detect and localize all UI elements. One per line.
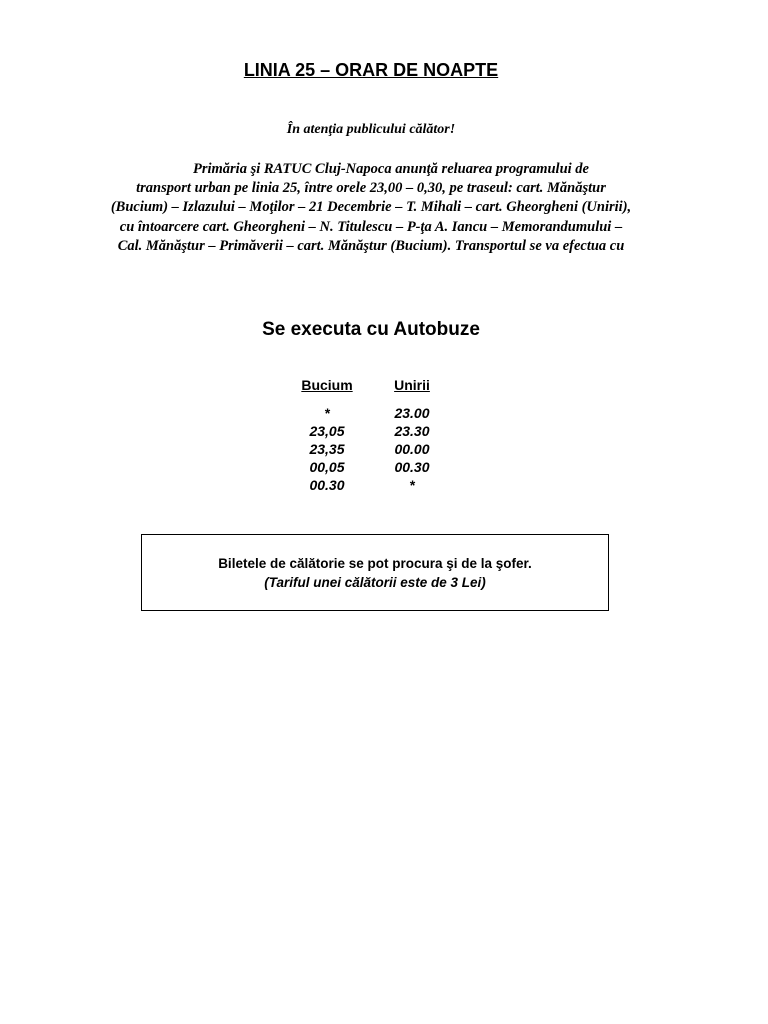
cell-unirii: 00.00 [394,441,430,457]
schedule-header-row [286,376,456,394]
announcement-line: Primăria şi RATUC Cluj-Napoca anunţă reluarea programului de [192,161,589,177]
table-row [286,440,456,458]
announcement-line: cu întoarcere cart. Gheorgheni – N. Titulescu – P-ţa A. Iancu – Memorandumului – [119,218,623,235]
column-header-bucium: Bucium [301,377,353,393]
table-row [286,404,456,422]
page-title: LINIA 25 – ORAR DE NOAPTE [243,60,499,80]
cell-bucium: 23,35 [309,441,345,457]
announcement-line: transport urban pe linia 25, între orele 23,00 – 0,30, pe traseul: cart. Mănăştur [136,180,606,197]
cell-bucium: * [324,405,330,421]
schedule-rows [286,404,456,494]
fare-info-text: (Tariful unei călătorii este de 3 Lei) [264,575,486,590]
attention-heading: În atenţia publicului călător! [286,122,456,137]
table-row [286,458,456,476]
cell-unirii: 23.30 [394,423,430,439]
service-subtitle: Se executa cu Autobuze [262,319,480,340]
cell-unirii: * [409,477,415,493]
announcement-paragraph [68,160,674,256]
cell-bucium: 00.30 [309,477,345,493]
ticket-info-text: Biletele de călătorie se pot procura şi de la şofer. [218,556,532,571]
table-row [286,476,456,494]
announcement-line: Cal. Mănăştur – Primăverii – cart. Mănăştur (Bucium). Transportul se va efectua cu [117,237,625,254]
ticket-info-box [141,534,609,611]
cell-unirii: 00.30 [394,459,430,475]
cell-bucium: 00,05 [309,459,345,475]
column-header-unirii: Unirii [394,377,430,393]
table-row [286,422,456,440]
schedule-table [286,376,456,494]
announcement-line: (Bucium) – Izlazului – Moţilor – 21 Decembrie – T. Mihali – cart. Gheorgheni (Unirii), [110,199,632,216]
cell-bucium: 23,05 [309,423,345,439]
cell-unirii: 23.00 [394,405,430,421]
